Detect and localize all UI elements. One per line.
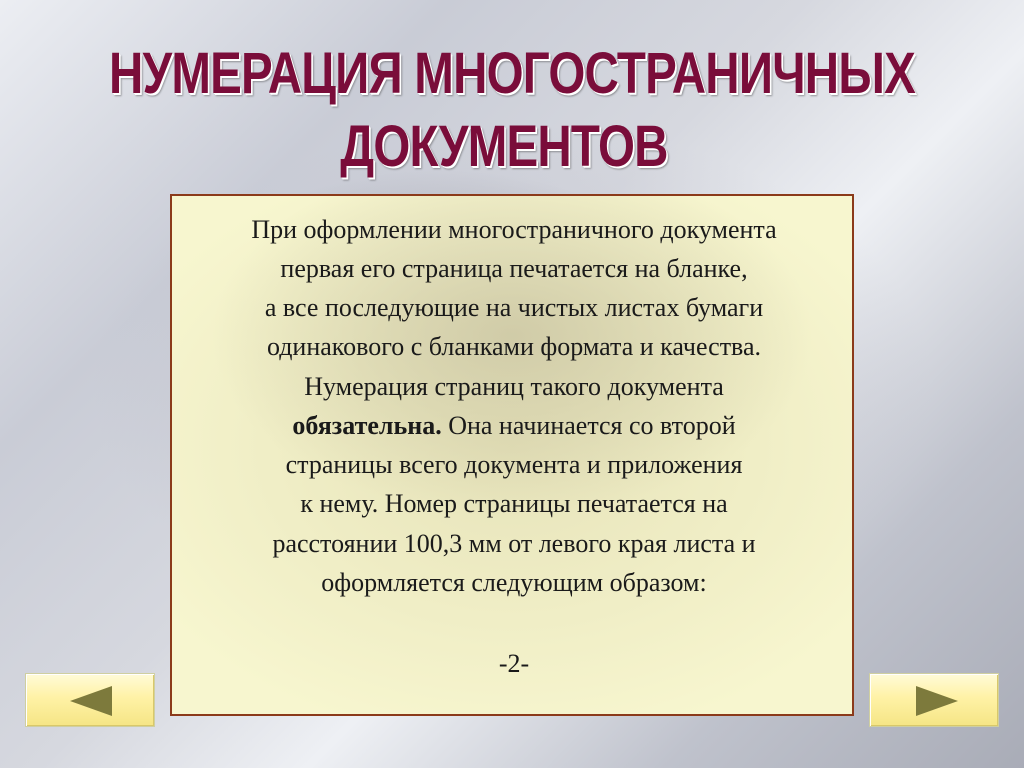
- body-line-8: к нему. Номер страницы печатается на: [300, 489, 728, 518]
- triangle-right-icon: [916, 686, 958, 716]
- body-line-9: расстоянии 100,3 мм от левого края листа и: [272, 529, 756, 558]
- body-line-6-rest: Она начинается со второй: [441, 411, 736, 440]
- triangle-left-icon: [70, 686, 112, 716]
- previous-slide-button[interactable]: [25, 673, 155, 727]
- body-line-4: одинакового с бланками формата и качества.: [266, 332, 762, 361]
- body-line-3: а все последующие на чистых листах бумаги: [264, 293, 764, 322]
- body-line-2: первая его страница печатается на бланке,: [280, 254, 748, 283]
- content-text-box: [170, 194, 854, 716]
- next-slide-button[interactable]: [869, 673, 999, 727]
- body-line-7: страницы всего документа и приложения: [285, 450, 743, 479]
- slide-title-line-1: НУМЕРАЦИЯ МНОГОСТРАНИЧНЫХ: [109, 41, 915, 106]
- body-line-1: При оформлении многостраничного документа: [251, 215, 777, 244]
- body-line-5: Нумерация страниц такого документа: [304, 372, 724, 401]
- page-number-marker: -2-: [498, 649, 530, 678]
- body-line-10: оформляется следующим образом:: [321, 568, 707, 597]
- emphasis-word: обязательна.: [292, 411, 442, 440]
- body-line-6: [172, 411, 856, 441]
- slide-title-line-2: ДОКУМЕНТОВ: [340, 114, 668, 179]
